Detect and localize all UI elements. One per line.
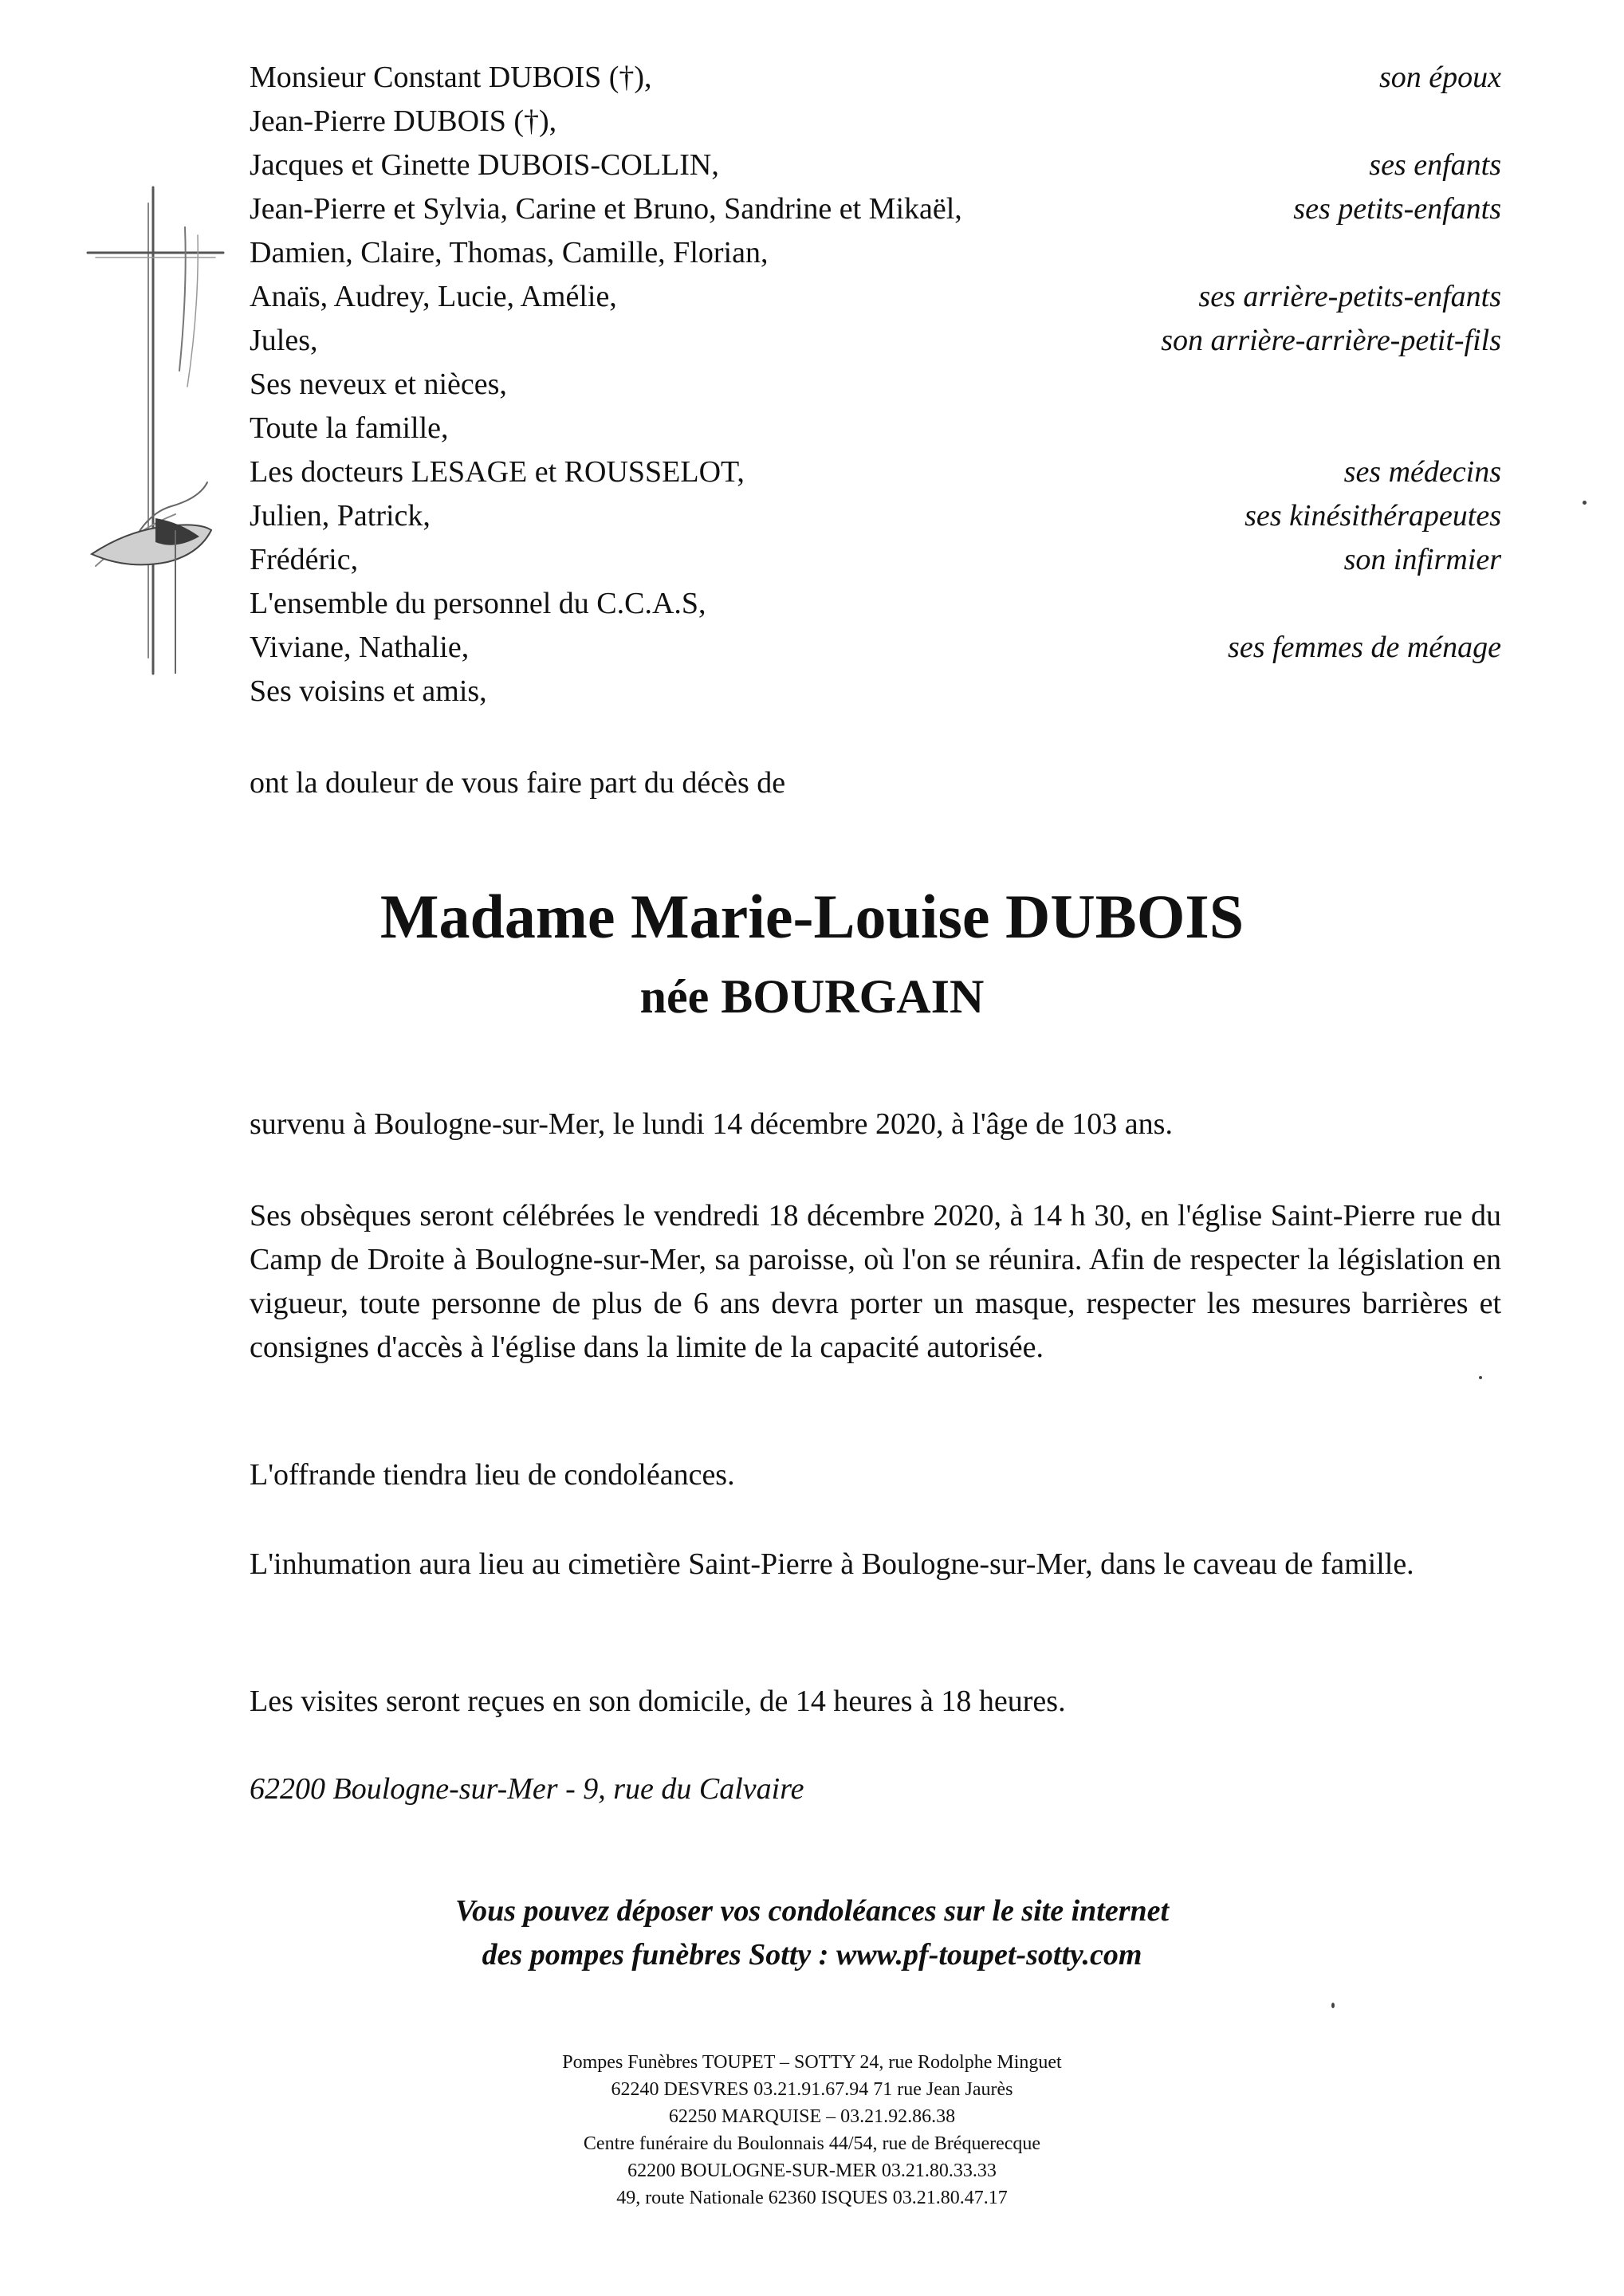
family-member-names: Viviane, Nathalie, <box>250 631 470 664</box>
home-address: 62200 Boulogne-sur-Mer - 9, rue du Calvaire <box>250 1772 804 1806</box>
condolences-line-1: Vous pouvez déposer vos condoléances sur le site internet <box>454 1894 1170 1928</box>
family-relation: ses kinésithérapeutes <box>1245 499 1501 533</box>
funeral-home-footer <box>0 2049 1624 2211</box>
family-member-names: Monsieur Constant DUBOIS (†), <box>250 61 652 94</box>
death-details: survenu à Boulogne-sur-Mer, le lundi 14 décembre 2020, à l'âge de 103 ans. <box>250 1107 1173 1141</box>
family-row <box>250 450 1501 494</box>
family-relation: ses femmes de ménage <box>1228 631 1501 664</box>
family-member-names: Jean-Pierre DUBOIS (†), <box>250 104 557 138</box>
burial-details: L'inhumation aura lieu au cimetière Saint-Pierre à Boulogne-sur-Mer, dans le caveau de famille. <box>250 1547 1414 1581</box>
family-member-names: Jacques et Ginette DUBOIS-COLLIN, <box>250 148 719 182</box>
family-member-names: Jean-Pierre et Sylvia, Carine et Bruno, Sandrine et Mikaël, <box>250 192 962 226</box>
family-row <box>250 56 1501 100</box>
family-member-names: Jules, <box>250 324 318 357</box>
family-relation: son arrière-arrière-petit-fils <box>1161 324 1501 357</box>
scan-speck <box>1583 501 1587 505</box>
family-row <box>250 494 1501 538</box>
family-member-names: L'ensemble du personnel du C.C.A.S, <box>250 587 706 620</box>
family-relation: ses enfants <box>1369 148 1501 182</box>
footer-line: 49, route Nationale 62360 ISQUES 03.21.80.47.17 <box>616 2188 1008 2208</box>
family-row <box>250 187 1501 231</box>
family-row <box>250 626 1501 670</box>
visits-details: Les visites seront reçues en son domicile, de 14 heures à 18 heures. <box>250 1685 1066 1718</box>
family-row <box>250 407 1501 450</box>
family-row <box>250 144 1501 187</box>
footer-line: Pompes Funèbres TOUPET – SOTTY 24, rue Rodolphe Minguet <box>562 2052 1062 2073</box>
family-member-names: Ses voisins et amis, <box>250 674 487 708</box>
condolences-note <box>0 1889 1624 1977</box>
family-relation: son infirmier <box>1343 543 1501 576</box>
family-row <box>250 275 1501 319</box>
condolences-line-2: des pompes funèbres Sotty : www.pf-toupet-sotty.com <box>482 1938 1142 1972</box>
family-member-names: Damien, Claire, Thomas, Camille, Florian, <box>250 236 769 269</box>
family-row <box>250 670 1501 714</box>
family-member-names: Ses neveux et nièces, <box>250 368 507 401</box>
announcement-intro: ont la douleur de vous faire part du décès de <box>250 766 786 800</box>
family-row <box>250 231 1501 275</box>
family-member-names: Anaïs, Audrey, Lucie, Amélie, <box>250 280 617 313</box>
family-row <box>250 319 1501 363</box>
family-row <box>250 100 1501 144</box>
deceased-maiden-name: née BOURGAIN <box>639 970 985 1023</box>
family-list <box>250 56 1501 714</box>
family-relation: ses arrière-petits-enfants <box>1198 280 1501 313</box>
family-row <box>250 538 1501 582</box>
family-relation: ses petits-enfants <box>1293 192 1501 226</box>
family-member-names: Les docteurs LESAGE et ROUSSELOT, <box>250 455 745 489</box>
offering-note: L'offrande tiendra lieu de condoléances. <box>250 1458 735 1492</box>
scan-speck <box>1479 1376 1482 1379</box>
deceased-name: Madame Marie-Louise DUBOIS <box>379 882 1245 951</box>
family-relation: son époux <box>1378 61 1501 94</box>
footer-line: 62200 BOULOGNE-SUR-MER 03.21.80.33.33 <box>627 2160 997 2181</box>
family-member-names: Toute la famille, <box>250 411 449 445</box>
cross-lily-icon <box>80 179 231 690</box>
family-relation: ses médecins <box>1343 455 1501 489</box>
footer-line: 62240 DESVRES 03.21.91.67.94 71 rue Jean Jaurès <box>611 2079 1013 2100</box>
scan-speck <box>1331 2003 1335 2008</box>
family-member-names: Frédéric, <box>250 543 359 576</box>
family-member-names: Julien, Patrick, <box>250 499 431 533</box>
funeral-details: Ses obsèques seront célébrées le vendredi 18 décembre 2020, à 14 h 30, en l'église Saint-Pierre rue du Camp de Droite à Boulogne-sur-Mer, sa paroisse, où l'on se réunira. Afin de respecter la législation en vigueur, toute personne de plus de 6 ans devra porter un masque, respecter les mesures barrières et consignes d'accès à l'église dans la limite de la capacité autorisée. <box>250 1199 1501 1364</box>
family-row <box>250 582 1501 626</box>
family-row <box>250 363 1501 407</box>
footer-line: 62250 MARQUISE – 03.21.92.86.38 <box>668 2106 956 2127</box>
footer-line: Centre funéraire du Boulonnais 44/54, rue de Bréquerecque <box>583 2133 1041 2154</box>
